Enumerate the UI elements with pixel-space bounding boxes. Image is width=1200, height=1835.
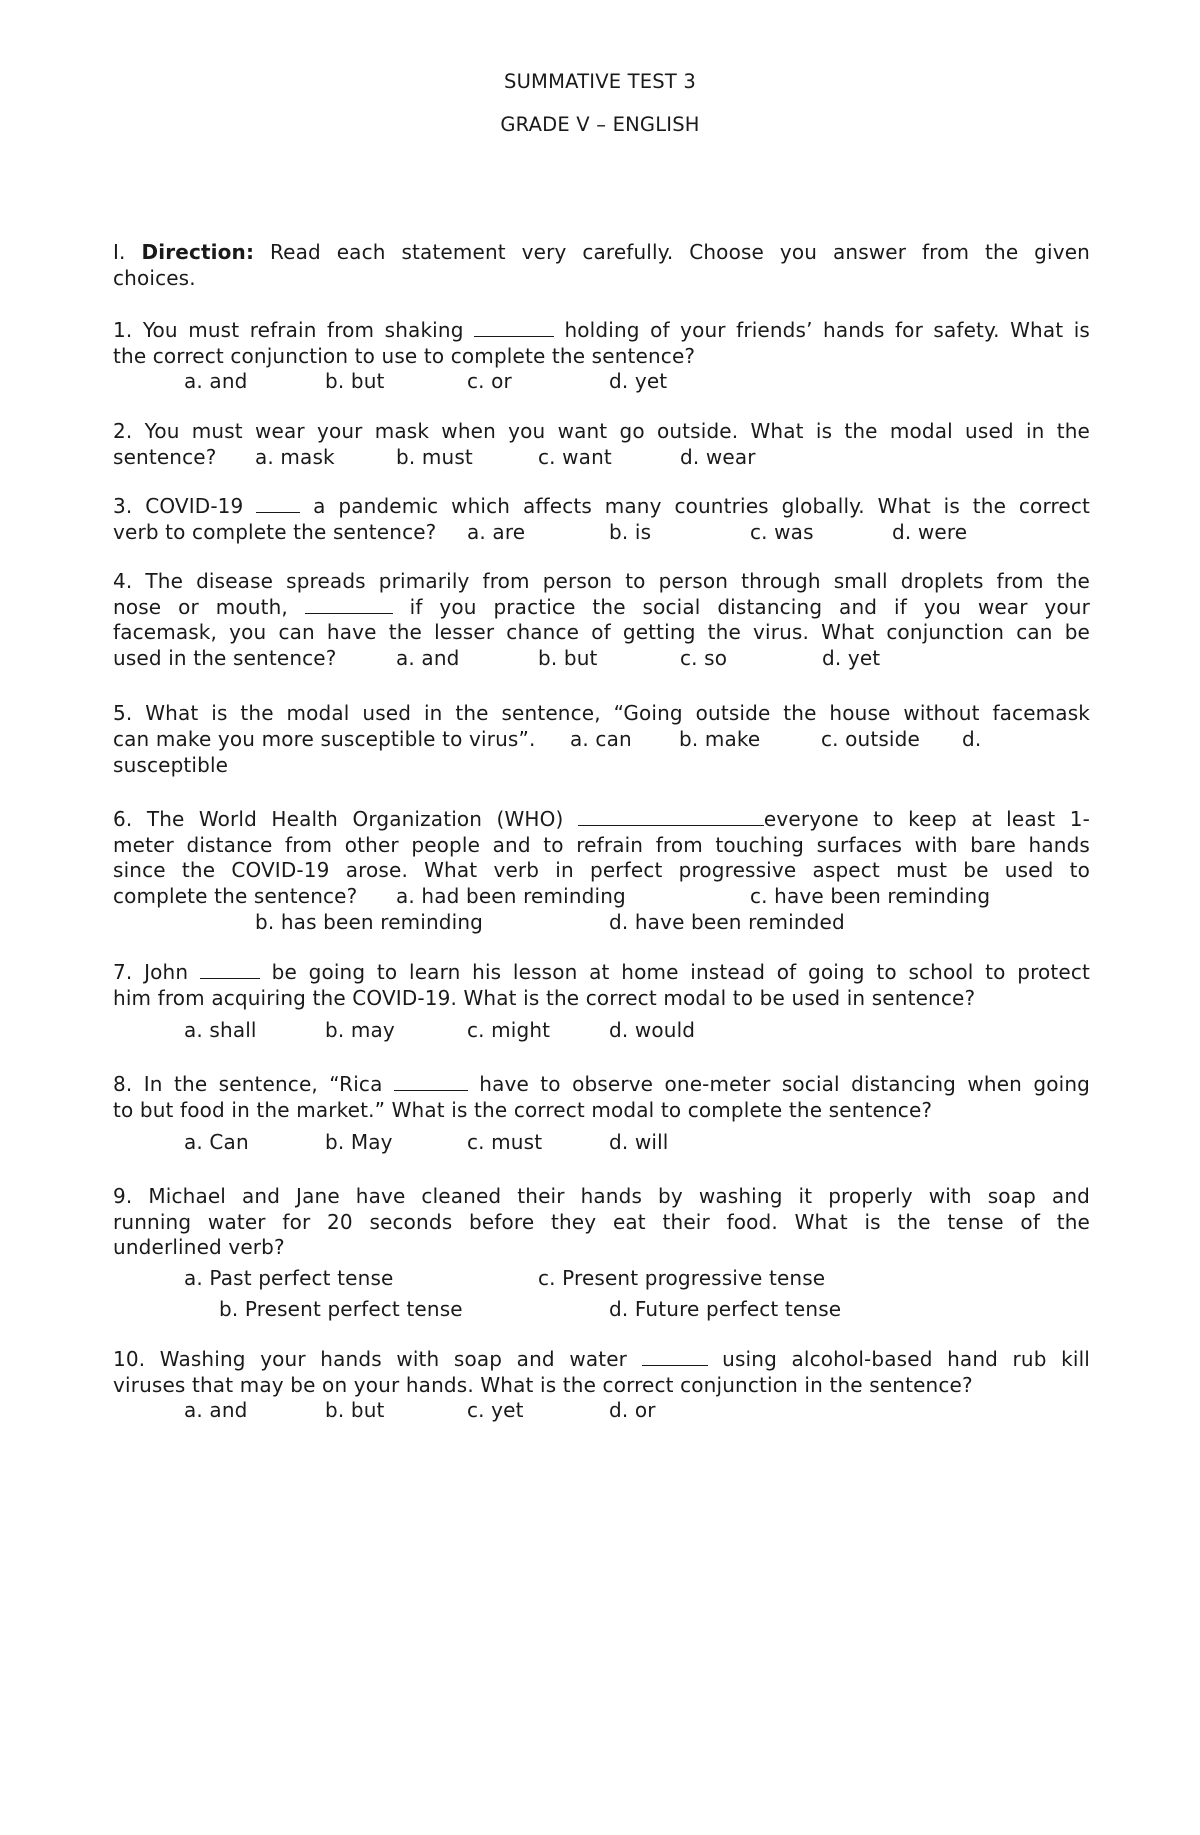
question-text: be going to learn his lesson at home instead of going to school to protect — [259, 960, 1091, 984]
answer-blank — [256, 494, 300, 513]
option-d-continued: susceptible — [113, 753, 229, 777]
question-text: everyone to keep at least 1- — [763, 807, 1090, 831]
question-line: 9. Michael and Jane have cleaned their hands by washing it properly with soap and — [113, 1184, 1090, 1208]
direction-line-1 — [113, 240, 1090, 266]
question-line — [113, 318, 1090, 344]
option-d: d. Future perfect tense — [609, 1297, 842, 1321]
question-text: a pandemic which affects many countries globally. What is the correct — [300, 494, 1090, 518]
question-line: to but food in the market.” What is the correct modal to complete the sentence? — [113, 1097, 933, 1122]
option-c: c. might — [467, 1018, 551, 1042]
question-line: can make you more susceptible to virus”. — [113, 726, 536, 751]
option-c: c. outside — [821, 727, 920, 751]
question-line: 4. The disease spreads primarily from person to person through small droplets from the — [113, 569, 1090, 593]
option-d: d. will — [609, 1130, 669, 1154]
option-c: c. have been reminding — [750, 884, 991, 908]
option-b: b. but — [538, 646, 598, 670]
question-9 — [113, 1184, 1090, 1261]
question-text: 1. You must refrain from shaking — [113, 318, 475, 342]
option-b: b. may — [325, 1018, 395, 1042]
option-a: a. mask — [255, 445, 335, 469]
question-line: running water for 20 seconds before they eat their food. What is the tense of the — [113, 1209, 1090, 1234]
option-d: d. would — [609, 1018, 696, 1042]
question-line: facemask, you can have the lesser chance of getting the virus. What conjunction can be — [113, 620, 1090, 644]
answer-blank — [642, 1347, 708, 1366]
question-line: sentence? — [113, 444, 217, 469]
option-b: b. has been reminding — [255, 910, 484, 934]
option-b: b. but — [325, 369, 385, 393]
option-c: c. was — [750, 520, 814, 544]
question-line: verb to complete the sentence? — [113, 519, 437, 544]
option-b: b. make — [679, 727, 761, 751]
option-a: a. and — [396, 646, 460, 670]
question-10 — [113, 1347, 1090, 1398]
option-b: b. Present perfect tense — [219, 1297, 463, 1321]
option-a: a. Past perfect tense — [184, 1266, 394, 1290]
option-d: d. — [962, 727, 982, 751]
option-d: d. yet — [609, 369, 668, 393]
question-line: complete the sentence? — [113, 883, 358, 908]
question-7 — [113, 960, 1090, 1011]
test-subtitle: GRADE V – ENGLISH — [500, 113, 700, 136]
option-c: c. yet — [467, 1398, 524, 1422]
question-line: 2. You must wear your mask when you want go outside. What is the modal used in the — [113, 419, 1090, 443]
direction — [113, 240, 1090, 291]
question-line — [113, 960, 1090, 986]
question-line — [113, 807, 1090, 833]
direction-line-2: choices. — [113, 265, 196, 290]
option-a: a. Can — [184, 1130, 249, 1154]
option-a: a. and — [184, 369, 248, 393]
question-text: 7. John — [113, 960, 200, 984]
question-line — [113, 1347, 1090, 1373]
question-text: 10. Washing your hands with soap and water — [113, 1347, 642, 1371]
option-b: b. but — [325, 1398, 385, 1422]
direction-label: Direction: — [141, 240, 255, 264]
option-b: b. is — [609, 520, 652, 544]
answer-blank — [578, 807, 764, 826]
question-line: underlined verb? — [113, 1235, 285, 1259]
question-line: since the COVID-19 arose. What verb in perfect progressive aspect must be used to — [113, 858, 1090, 882]
option-d: d. yet — [822, 646, 881, 670]
option-c: c. must — [467, 1130, 543, 1154]
option-c: c. Present progressive tense — [538, 1266, 826, 1290]
option-d: d. were — [892, 520, 968, 544]
option-c: c. so — [680, 646, 728, 670]
answer-blank — [200, 960, 260, 979]
question-1 — [113, 318, 1090, 369]
option-a: a. are — [467, 520, 526, 544]
question-text: 8. In the sentence, “Rica — [113, 1072, 394, 1096]
question-line: him from acquiring the COVID-19. What is the correct modal to be used in sentence? — [113, 985, 976, 1010]
option-d: d. have been reminded — [609, 910, 845, 934]
test-title: SUMMATIVE TEST 3 — [504, 70, 696, 93]
option-d: d. wear — [680, 445, 756, 469]
option-d: d. or — [609, 1398, 656, 1422]
question-line: viruses that may be on your hands. What is the correct conjunction in the sentence? — [113, 1372, 973, 1397]
question-line — [113, 1072, 1090, 1098]
question-line — [113, 494, 1090, 520]
question-text: nose or mouth, — [113, 594, 305, 619]
question-text: if you practice the social distancing and if you wear your — [392, 594, 1090, 619]
question-text: have to observe one-meter social distancing when going — [467, 1072, 1090, 1096]
option-b: b. May — [325, 1130, 393, 1154]
option-a: a. had been reminding — [396, 884, 626, 908]
question-line: 5. What is the modal used in the sentence, “Going outside the house without facemask — [113, 701, 1090, 725]
question-line: meter distance from other people and to refrain from touching surfaces with bare hands — [113, 832, 1090, 857]
option-b: b. must — [396, 445, 473, 469]
direction-numeral: I. — [113, 240, 142, 264]
question-line: used in the sentence? — [113, 645, 337, 670]
answer-blank — [394, 1072, 468, 1091]
answer-blank — [305, 595, 393, 614]
option-a: a. can — [570, 727, 632, 751]
question-line: the correct conjunction to use to complete the sentence? — [113, 343, 696, 368]
option-a: a. shall — [184, 1018, 257, 1042]
option-a: a. and — [184, 1398, 248, 1422]
answer-blank — [474, 318, 554, 337]
question-text: holding of your friends’ hands for safety. What is — [554, 318, 1090, 342]
direction-text: Read each statement very carefully. Choose you answer from the given — [254, 240, 1090, 264]
question-text: 3. COVID-19 — [113, 494, 257, 518]
option-c: c. want — [538, 445, 612, 469]
question-text: using alcohol-based hand rub kill — [707, 1347, 1090, 1371]
question-8 — [113, 1072, 1090, 1123]
question-4 — [113, 569, 1090, 671]
option-c: c. or — [467, 369, 512, 393]
question-line — [113, 595, 1090, 621]
question-text: 6. The World Health Organization (WHO) — [113, 807, 578, 831]
